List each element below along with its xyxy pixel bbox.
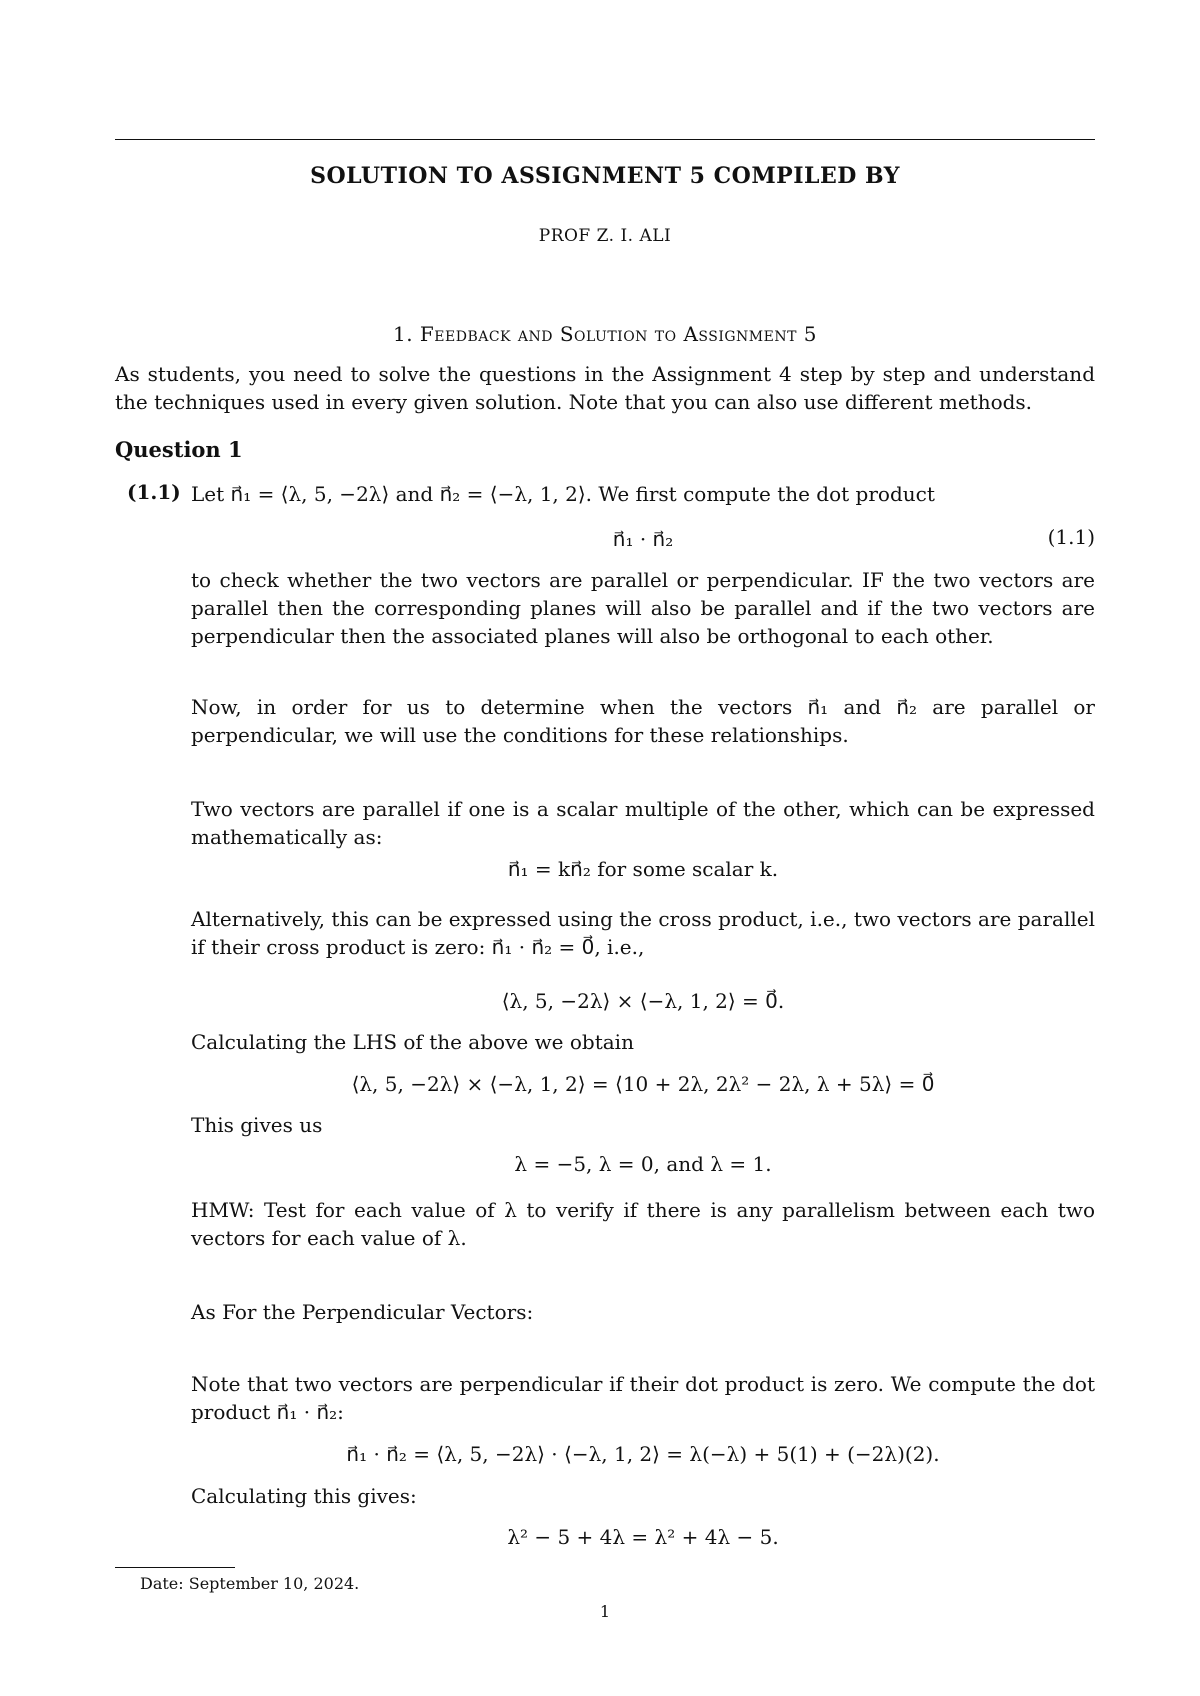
paragraph-check: to check whether the two vectors are parallel or perpendicular. IF the two vectors are parallel then the corresponding planes will also be parallel and if the two vectors are perpendicular then the associated planes will also be orthogonal to each other.	[191, 568, 1095, 648]
equation-parallel: n⃗₁ = kn⃗₂ for some scalar k.	[507, 857, 779, 881]
equation-1: n⃗₁ · n⃗₂	[612, 527, 674, 551]
document-title: SOLUTION TO ASSIGNMENT 5 COMPILED BY	[310, 163, 900, 189]
footnote-rule	[115, 1567, 235, 1568]
equation-cross: ⟨λ, 5, −2λ⟩ × ⟨−λ, 1, 2⟩ = 0⃗.	[501, 989, 785, 1013]
paragraph-lhs: Calculating the LHS of the above we obtain	[191, 1030, 634, 1054]
paragraph-parallel: Two vectors are parallel if one is a scalar multiple of the other, which can be expressed mathematically as:	[191, 797, 1095, 849]
paragraph-hmw: HMW: Test for each value of λ to verify if there is any parallelism between each two vectors for each value of λ.	[191, 1198, 1095, 1250]
section-heading: 1. Feedback and Solution to Assignment 5	[392, 322, 818, 346]
equation-lhs: ⟨λ, 5, −2λ⟩ × ⟨−λ, 1, 2⟩ = ⟨10 + 2λ, 2λ² − 2λ, λ + 5λ⟩ = 0⃗	[351, 1072, 935, 1096]
footnote-date: Date: September 10, 2024.	[140, 1574, 360, 1593]
paragraph-gives: This gives us	[191, 1113, 323, 1137]
item-text: Let n⃗₁ = ⟨λ, 5, −2λ⟩ and n⃗₂ = ⟨−λ, 1, 2⟩. We first compute the dot product	[191, 482, 935, 506]
paragraph-now: Now, in order for us to determine when the vectors n⃗₁ and n⃗₂ are parallel or perpendicular, we will use the conditions for these relationships.	[191, 695, 1095, 747]
paragraph-note: Note that two vectors are perpendicular if their dot product is zero. We compute the dot product n⃗₁ · n⃗₂:	[191, 1372, 1095, 1424]
paragraph-as-for: As For the Perpendicular Vectors:	[191, 1300, 534, 1324]
paragraph-alternative: Alternatively, this can be expressed using the cross product, i.e., two vectors are parallel if their cross product is zero: n⃗₁ · n⃗₂ = 0⃗, i.e.,	[191, 907, 1095, 959]
equation-dot: n⃗₁ · n⃗₂ = ⟨λ, 5, −2λ⟩ · ⟨−λ, 1, 2⟩ = λ(−λ) + 5(1) + (−2λ)(2).	[346, 1442, 940, 1466]
intro-paragraph: As students, you need to solve the questions in the Assignment 4 step by step and understand the techniques used in every given solution. Note that you can also use different methods.	[115, 362, 1095, 414]
equation-final: λ² − 5 + 4λ = λ² + 4λ − 5.	[507, 1525, 779, 1549]
equation-lambda: λ = −5, λ = 0, and λ = 1.	[514, 1152, 772, 1176]
paragraph-calc: Calculating this gives:	[191, 1484, 417, 1508]
equation-1-number: (1.1)	[1047, 525, 1095, 549]
document-author: PROF Z. I. ALI	[538, 226, 672, 246]
page-number: 1	[599, 1602, 611, 1621]
top-rule	[115, 139, 1095, 140]
item-label: (1.1)	[127, 480, 181, 504]
question-heading: Question 1	[115, 437, 243, 462]
